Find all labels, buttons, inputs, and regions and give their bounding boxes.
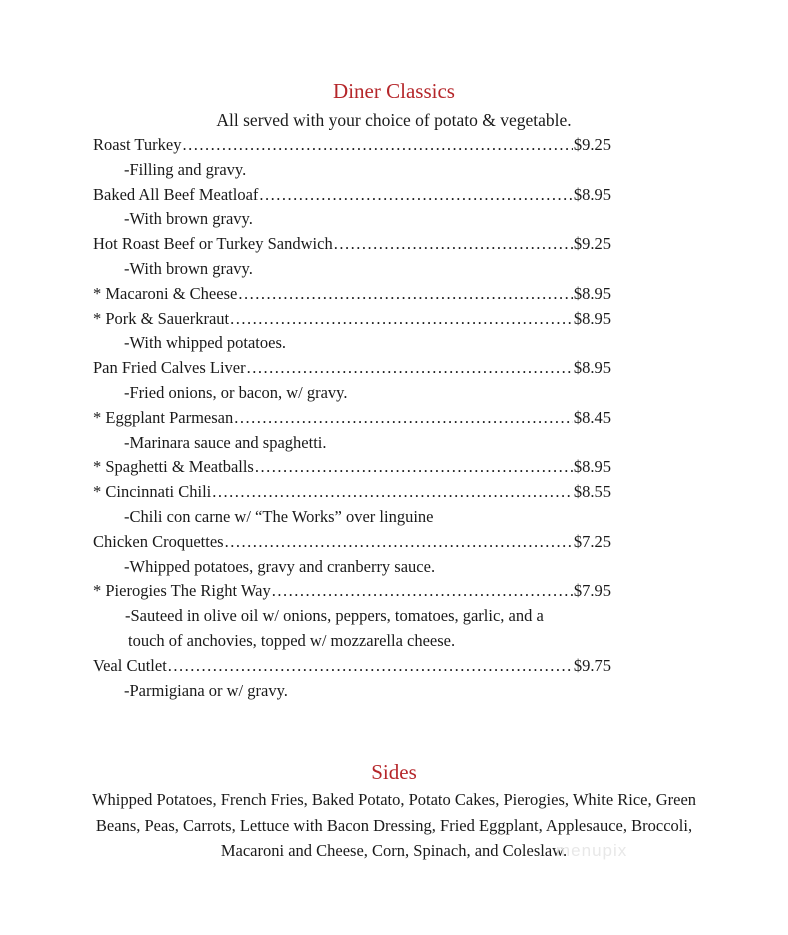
menu-item-price: $8.95 (573, 184, 611, 204)
dot-leader (234, 406, 573, 431)
sides-list: Whipped Potatoes, French Fries, Baked Potato, Potato Cakes, Pierogies, White Rice, Green Beans, Peas, Carrots, Lettuce with Bacon Dressing, Fried Eggplant, Applesauce, Broccoli, Macaroni and Cheese, Corn, Spinach, and Coleslaw. (91, 790, 697, 860)
menu-item-description: -Whipped potatoes, gravy and cranberry sauce. (124, 556, 436, 576)
menu-item-name: * Spaghetti & Meatballs (93, 457, 254, 477)
menu-item-name: Roast Turkey (93, 135, 182, 154)
menu-item-description-line: -Sauteed in olive oil w/ onions, peppers, tomatoes, garlic, and a (125, 606, 544, 626)
diner-classics-title: Diner Classics (333, 79, 455, 103)
menu-item-description-line: touch of anchovies, topped w/ mozzarella cheese. (128, 630, 456, 650)
menu-item-description (93, 604, 611, 654)
menu-item-name: * Pierogies The Right Way (93, 581, 271, 601)
menu-item (93, 183, 611, 208)
menu-item (93, 133, 611, 158)
menu-item (93, 579, 611, 604)
dot-leader (168, 654, 573, 679)
menu-item-name: Pan Fried Calves Liver (93, 358, 246, 378)
menu-item-name: * Eggplant Parmesan (93, 407, 234, 427)
menu-item-name: Baked All Beef Meatloaf (93, 184, 259, 204)
menu-item (93, 530, 611, 555)
dot-leader (212, 480, 573, 505)
menu-item (93, 406, 611, 431)
dot-leader (182, 133, 572, 158)
menu-item-price: $7.95 (573, 581, 611, 601)
menu-item-price: $8.45 (573, 407, 611, 427)
menu-item-description: -With whipped potatoes. (124, 333, 287, 353)
menu-item (93, 232, 611, 257)
menu-item-name: Veal Cutlet (93, 655, 167, 675)
menu-item-price: $8.95 (573, 308, 611, 328)
menu-item (93, 480, 611, 505)
menu-item (93, 654, 611, 679)
diner-classics-list (93, 133, 611, 703)
dot-leader (334, 232, 573, 257)
menu-item-price: $8.55 (573, 482, 611, 502)
menu-item-description: -Marinara sauce and spaghetti. (124, 432, 327, 452)
menu-item-price: $8.95 (573, 283, 611, 303)
menu-item-price: $9.25 (573, 234, 611, 254)
menu-item-name: Hot Roast Beef or Turkey Sandwich (93, 234, 333, 254)
dot-leader (272, 579, 573, 604)
menu-item-description: -Parmigiana or w/ gravy. (124, 680, 288, 700)
menu-item-description: -Fried onions, or bacon, w/ gravy. (124, 382, 348, 402)
menu-item-description: -Chili con carne w/ “The Works” over linguine (124, 506, 434, 526)
menu-item-description: -Filling and gravy. (124, 159, 247, 179)
watermark-logo: menupix (556, 841, 628, 860)
menu-item-name: Chicken Croquettes (93, 531, 224, 551)
menu-item-name: * Pork & Sauerkraut (93, 308, 230, 328)
menu-item (93, 282, 611, 307)
menu-item (93, 356, 611, 381)
menu-item-name: * Macaroni & Cheese (93, 283, 238, 303)
dot-leader (225, 530, 573, 555)
menu-item-name: * Cincinnati Chili (93, 482, 212, 502)
menu-item-price: $7.25 (573, 531, 611, 551)
sides-title: Sides (371, 760, 417, 784)
menu-item-price: $9.75 (573, 655, 611, 675)
menu-item (93, 455, 611, 480)
diner-classics-subtitle: All served with your choice of potato & vegetable. (216, 110, 572, 130)
menu-item-price: $8.95 (573, 457, 611, 477)
dot-leader (259, 183, 572, 208)
menu-item-price: $9.25 (573, 135, 611, 154)
menu-item-price: $8.95 (573, 358, 611, 378)
dot-leader (238, 282, 573, 307)
menu-item-description: -With brown gravy. (124, 258, 253, 278)
dot-leader (247, 356, 573, 381)
menu-item (93, 307, 611, 332)
dot-leader (230, 307, 573, 332)
dot-leader (255, 455, 573, 480)
menu-item-description: -With brown gravy. (124, 209, 253, 229)
